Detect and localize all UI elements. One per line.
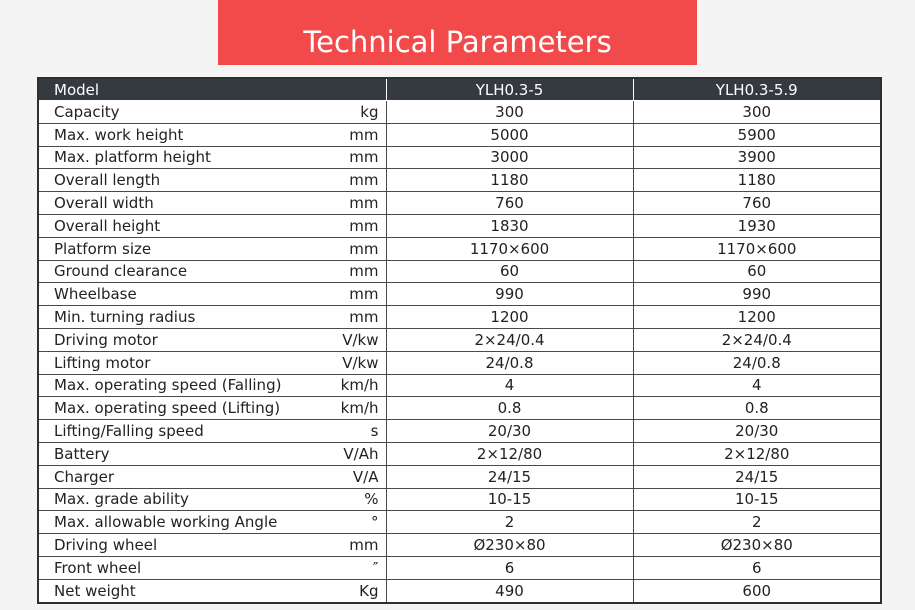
table-row [38, 237, 881, 260]
value-model-b: 2 [633, 511, 881, 534]
param-unit: km/h [328, 374, 386, 397]
value-model-a: 24/0.8 [386, 351, 633, 374]
value-model-a: 300 [386, 101, 633, 124]
param-unit: V/Ah [328, 442, 386, 465]
value-model-a: 2×24/0.4 [386, 328, 633, 351]
param-unit: % [328, 488, 386, 511]
value-model-a: Ø230×80 [386, 534, 633, 557]
table-header-row [38, 78, 881, 101]
table-row [38, 214, 881, 237]
param-name: Ground clearance [38, 260, 328, 283]
value-model-b: 10-15 [633, 488, 881, 511]
value-model-b: 4 [633, 374, 881, 397]
value-model-a: 490 [386, 579, 633, 602]
param-unit: mm [328, 169, 386, 192]
table-body [38, 101, 881, 603]
table-row [38, 192, 881, 215]
param-name: Max. work height [38, 123, 328, 146]
param-name: Max. allowable working Angle [38, 511, 328, 534]
param-name: Front wheel [38, 556, 328, 579]
param-unit: mm [328, 123, 386, 146]
value-model-b: 1930 [633, 214, 881, 237]
param-unit: mm [328, 146, 386, 169]
table-row [38, 260, 881, 283]
param-unit: mm [328, 306, 386, 329]
header-unit [328, 78, 386, 101]
param-unit: mm [328, 260, 386, 283]
table-row [38, 442, 881, 465]
param-name: Overall length [38, 169, 328, 192]
param-unit: V/A [328, 465, 386, 488]
value-model-b: 760 [633, 192, 881, 215]
value-model-b: 1170×600 [633, 237, 881, 260]
param-name: Wheelbase [38, 283, 328, 306]
value-model-b: 24/15 [633, 465, 881, 488]
table-row [38, 397, 881, 420]
value-model-a: 1200 [386, 306, 633, 329]
value-model-a: 0.8 [386, 397, 633, 420]
value-model-b: 20/30 [633, 420, 881, 443]
table-row [38, 420, 881, 443]
value-model-b: 5900 [633, 123, 881, 146]
value-model-a: 1830 [386, 214, 633, 237]
value-model-a: 760 [386, 192, 633, 215]
param-name: Max. operating speed (Lifting) [38, 397, 328, 420]
table-row [38, 579, 881, 602]
table-row [38, 169, 881, 192]
header-model-b: YLH0.3-5.9 [633, 78, 881, 101]
value-model-b: 2×24/0.4 [633, 328, 881, 351]
param-name: Platform size [38, 237, 328, 260]
value-model-b: 300 [633, 101, 881, 124]
table-row [38, 283, 881, 306]
parameters-table [37, 77, 882, 604]
param-name: Overall height [38, 214, 328, 237]
value-model-a: 20/30 [386, 420, 633, 443]
value-model-b: 1200 [633, 306, 881, 329]
value-model-a: 6 [386, 556, 633, 579]
param-unit: V/kw [328, 351, 386, 374]
table-row [38, 101, 881, 124]
value-model-b: 60 [633, 260, 881, 283]
param-name: Net weight [38, 579, 328, 602]
value-model-a: 60 [386, 260, 633, 283]
table-row [38, 511, 881, 534]
value-model-a: 4 [386, 374, 633, 397]
table-row [38, 534, 881, 557]
table-row [38, 374, 881, 397]
value-model-a: 24/15 [386, 465, 633, 488]
value-model-a: 2×12/80 [386, 442, 633, 465]
param-unit: mm [328, 214, 386, 237]
table-row [38, 146, 881, 169]
param-name: Max. operating speed (Falling) [38, 374, 328, 397]
param-unit: ″ [328, 556, 386, 579]
value-model-b: Ø230×80 [633, 534, 881, 557]
param-unit: kg [328, 101, 386, 124]
table-row [38, 556, 881, 579]
value-model-a: 1180 [386, 169, 633, 192]
param-unit: km/h [328, 397, 386, 420]
value-model-a: 990 [386, 283, 633, 306]
param-unit: mm [328, 283, 386, 306]
page-title: Technical Parameters [218, 0, 697, 65]
param-name: Overall width [38, 192, 328, 215]
param-name: Lifting/Falling speed [38, 420, 328, 443]
param-name: Lifting motor [38, 351, 328, 374]
value-model-b: 600 [633, 579, 881, 602]
table-row [38, 351, 881, 374]
param-unit: mm [328, 237, 386, 260]
param-name: Charger [38, 465, 328, 488]
param-name: Min. turning radius [38, 306, 328, 329]
param-unit: s [328, 420, 386, 443]
table-row [38, 328, 881, 351]
param-name: Capacity [38, 101, 328, 124]
value-model-a: 10-15 [386, 488, 633, 511]
value-model-b: 990 [633, 283, 881, 306]
param-name: Battery [38, 442, 328, 465]
value-model-a: 1170×600 [386, 237, 633, 260]
param-unit: V/kw [328, 328, 386, 351]
param-unit: Kg [328, 579, 386, 602]
param-name: Driving wheel [38, 534, 328, 557]
value-model-b: 24/0.8 [633, 351, 881, 374]
table-row [38, 306, 881, 329]
table-row [38, 488, 881, 511]
param-name: Max. grade ability [38, 488, 328, 511]
value-model-b: 0.8 [633, 397, 881, 420]
param-unit: ° [328, 511, 386, 534]
param-unit: mm [328, 534, 386, 557]
param-name: Driving motor [38, 328, 328, 351]
value-model-b: 1180 [633, 169, 881, 192]
value-model-b: 3900 [633, 146, 881, 169]
value-model-a: 5000 [386, 123, 633, 146]
param-name: Max. platform height [38, 146, 328, 169]
value-model-a: 3000 [386, 146, 633, 169]
table-row [38, 465, 881, 488]
param-unit: mm [328, 192, 386, 215]
value-model-b: 2×12/80 [633, 442, 881, 465]
header-model-a: YLH0.3-5 [386, 78, 633, 101]
value-model-b: 6 [633, 556, 881, 579]
value-model-a: 2 [386, 511, 633, 534]
header-model: Model [38, 78, 328, 101]
table-row [38, 123, 881, 146]
